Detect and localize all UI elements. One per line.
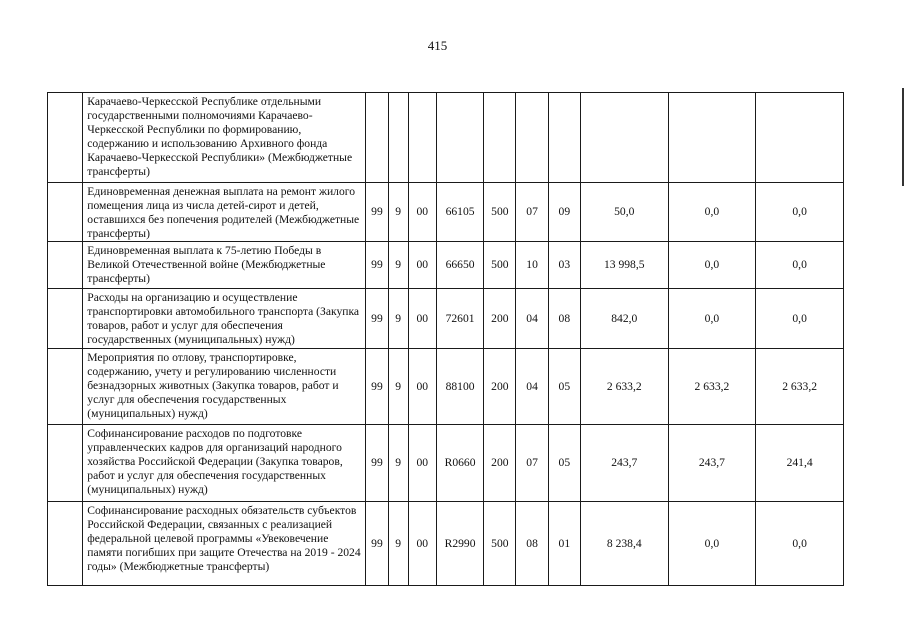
amount-1-cell: 243,7 bbox=[580, 425, 668, 502]
row-index-cell bbox=[48, 289, 83, 349]
section-code-cell: 04 bbox=[516, 349, 548, 425]
subprogram-code-cell: 9 bbox=[388, 349, 408, 425]
table-row bbox=[48, 502, 844, 586]
expense-code-cell: 88100 bbox=[436, 349, 483, 425]
amount-3-cell: 241,4 bbox=[756, 425, 844, 502]
direction-code-cell: 00 bbox=[408, 425, 436, 502]
expense-code-cell: 72601 bbox=[436, 289, 483, 349]
expense-code-cell: 66105 bbox=[436, 183, 483, 242]
section-code-cell: 10 bbox=[516, 242, 548, 289]
subprogram-code-cell: 9 bbox=[388, 425, 408, 502]
section-code-cell: 04 bbox=[516, 289, 548, 349]
subprogram-code-cell: 9 bbox=[388, 289, 408, 349]
amount-3-cell: 2 633,2 bbox=[756, 349, 844, 425]
program-code-cell: 99 bbox=[366, 502, 388, 586]
expense-type-cell bbox=[484, 93, 516, 183]
expense-type-cell: 500 bbox=[484, 502, 516, 586]
direction-code-cell: 00 bbox=[408, 289, 436, 349]
amount-2-cell: 0,0 bbox=[668, 289, 756, 349]
table-row bbox=[48, 183, 844, 242]
expense-type-cell: 200 bbox=[484, 425, 516, 502]
program-code-cell: 99 bbox=[366, 183, 388, 242]
section-code-cell bbox=[516, 93, 548, 183]
expense-code-cell bbox=[436, 93, 483, 183]
row-description: Единовременная выплата к 75-летию Победы в Великой Отечественной войне (Межбюджетные трансферты) bbox=[83, 242, 366, 289]
amount-2-cell: 0,0 bbox=[668, 502, 756, 586]
row-description: Софинансирование расходов по подготовке управленческих кадров для организаций народного хозяйства Российской Федерации (Закупка товаров, работ и услуг для обеспечения государственных (муниципальных) нужд) bbox=[83, 425, 366, 502]
amount-2-cell: 243,7 bbox=[668, 425, 756, 502]
subprogram-code-cell bbox=[388, 93, 408, 183]
program-code-cell: 99 bbox=[366, 349, 388, 425]
table-row bbox=[48, 425, 844, 502]
subsection-code-cell: 09 bbox=[548, 183, 580, 242]
amount-2-cell: 0,0 bbox=[668, 242, 756, 289]
budget-table bbox=[47, 92, 844, 586]
direction-code-cell: 00 bbox=[408, 183, 436, 242]
amount-3-cell: 0,0 bbox=[756, 183, 844, 242]
row-description: Карачаево-Черкесской Республике отдельными государственными полномочиями Карачаево-Черкесской Республики по формированию, содержанию и использованию Архивного фонда Карачаево-Черкесской Республики» (Межбюджетные трансферты) bbox=[83, 93, 366, 183]
amount-2-cell: 0,0 bbox=[668, 183, 756, 242]
table-row bbox=[48, 289, 844, 349]
amount-1-cell: 13 998,5 bbox=[580, 242, 668, 289]
section-code-cell: 08 bbox=[516, 502, 548, 586]
expense-code-cell: R0660 bbox=[436, 425, 483, 502]
program-code-cell: 99 bbox=[366, 242, 388, 289]
row-index-cell bbox=[48, 349, 83, 425]
amount-1-cell: 842,0 bbox=[580, 289, 668, 349]
amount-2-cell: 2 633,2 bbox=[668, 349, 756, 425]
row-description: Единовременная денежная выплата на ремонт жилого помещения лица из числа детей-сирот и детей, оставшихся без попечения родителей (Межбюджетные трансферты) bbox=[83, 183, 366, 242]
expense-code-cell: 66650 bbox=[436, 242, 483, 289]
subsection-code-cell: 01 bbox=[548, 502, 580, 586]
expense-type-cell: 500 bbox=[484, 183, 516, 242]
row-index-cell bbox=[48, 93, 83, 183]
row-index-cell bbox=[48, 183, 83, 242]
row-description: Мероприятия по отлову, транспортировке, содержанию, учету и регулированию численности безнадзорных животных (Закупка товаров, работ и услуг для обеспечения государственных (муниципальных) нужд) bbox=[83, 349, 366, 425]
subsection-code-cell: 05 bbox=[548, 349, 580, 425]
row-index-cell bbox=[48, 242, 83, 289]
amount-3-cell: 0,0 bbox=[756, 502, 844, 586]
program-code-cell: 99 bbox=[366, 289, 388, 349]
subprogram-code-cell: 9 bbox=[388, 242, 408, 289]
amount-1-cell bbox=[580, 93, 668, 183]
amount-1-cell: 8 238,4 bbox=[580, 502, 668, 586]
direction-code-cell: 00 bbox=[408, 242, 436, 289]
subprogram-code-cell: 9 bbox=[388, 183, 408, 242]
row-description: Расходы на организацию и осуществление транспортировки автомобильного транспорта (Закупка товаров, работ и услуг для обеспечения государственных (муниципальных) нужд) bbox=[83, 289, 366, 349]
amount-3-cell bbox=[756, 93, 844, 183]
expense-type-cell: 200 bbox=[484, 289, 516, 349]
margin-mark bbox=[902, 88, 904, 186]
amount-1-cell: 2 633,2 bbox=[580, 349, 668, 425]
amount-3-cell: 0,0 bbox=[756, 289, 844, 349]
amount-3-cell: 0,0 bbox=[756, 242, 844, 289]
direction-code-cell bbox=[408, 93, 436, 183]
subsection-code-cell: 08 bbox=[548, 289, 580, 349]
page-number: 415 bbox=[427, 38, 448, 53]
program-code-cell: 99 bbox=[366, 425, 388, 502]
row-index-cell bbox=[48, 502, 83, 586]
table-body bbox=[48, 93, 844, 586]
section-code-cell: 07 bbox=[516, 183, 548, 242]
table-row bbox=[48, 349, 844, 425]
row-description: Софинансирование расходных обязательств субъектов Российской Федерации, связанных с реализацией федеральной целевой программы «Увековечение памяти погибших при защите Отечества на 2019 - 2024 годы» (Межбюджетные трансферты) bbox=[83, 502, 366, 586]
program-code-cell bbox=[366, 93, 388, 183]
expense-code-cell: R2990 bbox=[436, 502, 483, 586]
subsection-code-cell: 05 bbox=[548, 425, 580, 502]
table-row bbox=[48, 242, 844, 289]
expense-type-cell: 500 bbox=[484, 242, 516, 289]
subsection-code-cell bbox=[548, 93, 580, 183]
table-row bbox=[48, 93, 844, 183]
section-code-cell: 07 bbox=[516, 425, 548, 502]
row-index-cell bbox=[48, 425, 83, 502]
subsection-code-cell: 03 bbox=[548, 242, 580, 289]
expense-type-cell: 200 bbox=[484, 349, 516, 425]
amount-1-cell: 50,0 bbox=[580, 183, 668, 242]
direction-code-cell: 00 bbox=[408, 502, 436, 586]
amount-2-cell bbox=[668, 93, 756, 183]
direction-code-cell: 00 bbox=[408, 349, 436, 425]
subprogram-code-cell: 9 bbox=[388, 502, 408, 586]
